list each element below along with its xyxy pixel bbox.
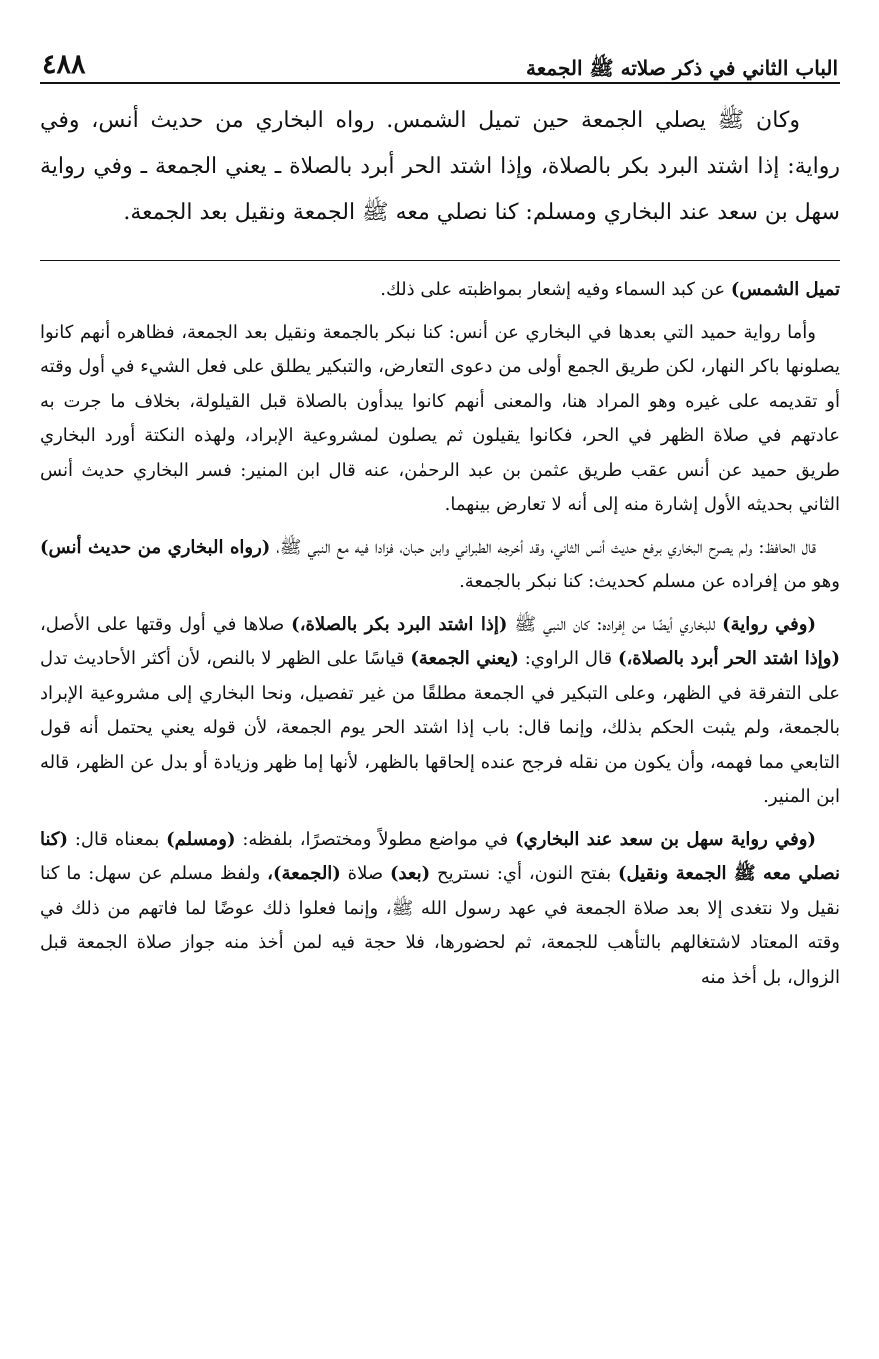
commentary-text: صلاة xyxy=(340,863,390,884)
quoted-phrase: (إذا اشتد البرد بكر بالصلاة،) xyxy=(291,613,508,635)
commentary-text: ولفظ مسلم عن سهل: ما كنا نقيل ولا نتغدى إلا بعد صلاة الجمعة في عهد رسول الله ﷺ، وإنما فعلوا ذلك عوضًا لما فاتهم من ذلك في وقته المعتاد لاشتغالهم بالتأهب للجمعة، ثم لحضورها، فلا حجة فيه لمن أخذ منه جواز صلاة الجمعة قبل الزوال، بل أخذ منه xyxy=(40,863,840,988)
commentary-text: بفتح النون، أي: نستريح xyxy=(430,863,618,884)
quoted-phrase: (يعني الجمعة) xyxy=(410,648,519,669)
commentary-text: بمعناه قال: xyxy=(68,828,167,850)
book-page xyxy=(40,38,840,1003)
quoted-phrase: (الجمعة)، xyxy=(267,863,341,884)
quoted-phrase: (وإذا اشتد الحر أبرد بالصلاة،) xyxy=(617,648,840,669)
footnote-divider xyxy=(40,260,840,261)
commentary-text: قال الحافظ: ولم يصرح البخاري برفع حديث أنس الثاني، وقد أخرجه الطبراني وابن حبان، فزادا فيه مع النبي ﷺ، xyxy=(270,536,817,558)
commentary-paragraph xyxy=(40,273,840,308)
commentary-text: قال الراوي: xyxy=(518,648,618,669)
commentary-paragraph xyxy=(40,608,840,815)
commentary-text: عن كبد السماء وفيه إشعار بمواظبته على ذلك. xyxy=(380,279,731,300)
quoted-phrase: (بعد) xyxy=(389,863,431,884)
quoted-phrase: (رواه البخاري من حديث أنس) xyxy=(40,536,271,558)
commentary-text: صلاها في أول وقتها على الأصل، xyxy=(40,613,292,635)
quoted-phrase: (ومسلم) xyxy=(166,828,236,850)
commentary-text: للبخاري أيضًا من إفراده: كان النبي ﷺ xyxy=(507,613,723,635)
commentary-text: وهو من إفراده عن مسلم كحديث: كنا نبكر بالجمعة. xyxy=(459,571,840,592)
commentary-paragraph xyxy=(40,823,840,996)
commentary-text: وأما رواية حميد التي بعدها في البخاري عن أنس: كنا نبكر بالجمعة ونقيل بعد الجمعة، فظاهره أنهم كانوا يصلونها باكر النهار، لكن طريق الجمع أولى من دعوى التعارض، والتبكير يطلق على فعل الشيء في أول وقته أو تقديمه على غيره وهو المراد هنا، والمعنى أنهم كانوا يبدأون بالصلاة قبل القيلولة، بخلاف ما جرت به عادتهم في صلاة الظهر في الحر، فكانوا يقيلون ثم يصلون لمشروعية الإبراد، ولهذه النكتة أورد البخاري طريق حميد عن أنس عقب طريق عثمن بن عبد الرحمٰن، عنه قال ابن المنير: فسر البخاري حديث أنس الثاني بحديثه الأول إشارة منه إلى أنه لا تعارض بينهما. xyxy=(40,321,840,515)
commentary xyxy=(40,273,840,995)
commentary-paragraph xyxy=(40,531,840,600)
quoted-phrase: (وفي رواية سهل بن سعد عند البخاري) xyxy=(515,828,816,850)
quoted-phrase: تميل الشمس) xyxy=(730,279,840,300)
page-number: ٤٨٨ xyxy=(42,49,86,80)
quoted-phrase: (وفي رواية) xyxy=(722,613,816,635)
main-text: وكان ﷺ يصلي الجمعة حين تميل الشمس. رواه البخاري من حديث أنس، وفي رواية: إذا اشتد البرد بكر بالصلاة، وإذا اشتد الحر أبرد بالصلاة ـ يعني الجمعة ـ وفي رواية سهل بن سعد عند البخاري ومسلم: كنا نصلي معه ﷺ الجمعة ونقيل بعد الجمعة. xyxy=(40,108,840,225)
quoted-phrase: (كنا نصلي معه ﷺ الجمعة ونقيل) xyxy=(40,828,840,884)
commentary-text: قياسًا على الظهر لا بالنص، لأن أكثر الأحاديث تدل على التفرقة في الظهر، وعلى التبكير في الجمعة مطلقًا من غير تفصيل، ونحا البخاري إلى مشروعية الإبراد بالجمعة، ولم يثبت الحكم بذلك، وإنما قال: باب إذا اشتد الحر يوم الجمعة، لأن قوله يعني يحتمل أنه قول التابعي مما فهمه، وأن يكون من نقله فرجح عنده إلحاقها بالظهر، لأنها إما ظهر وزيادة أو بدل عن الظهر، قاله ابن المنير. xyxy=(40,648,840,807)
commentary-text: في مواضع مطولاً ومختصرًا، بلفظه: xyxy=(235,828,516,850)
commentary-paragraph xyxy=(40,316,840,523)
chapter-title: الباب الثاني في ذكر صلاته ﷺ الجمعة xyxy=(526,56,838,80)
page-header xyxy=(40,38,840,84)
